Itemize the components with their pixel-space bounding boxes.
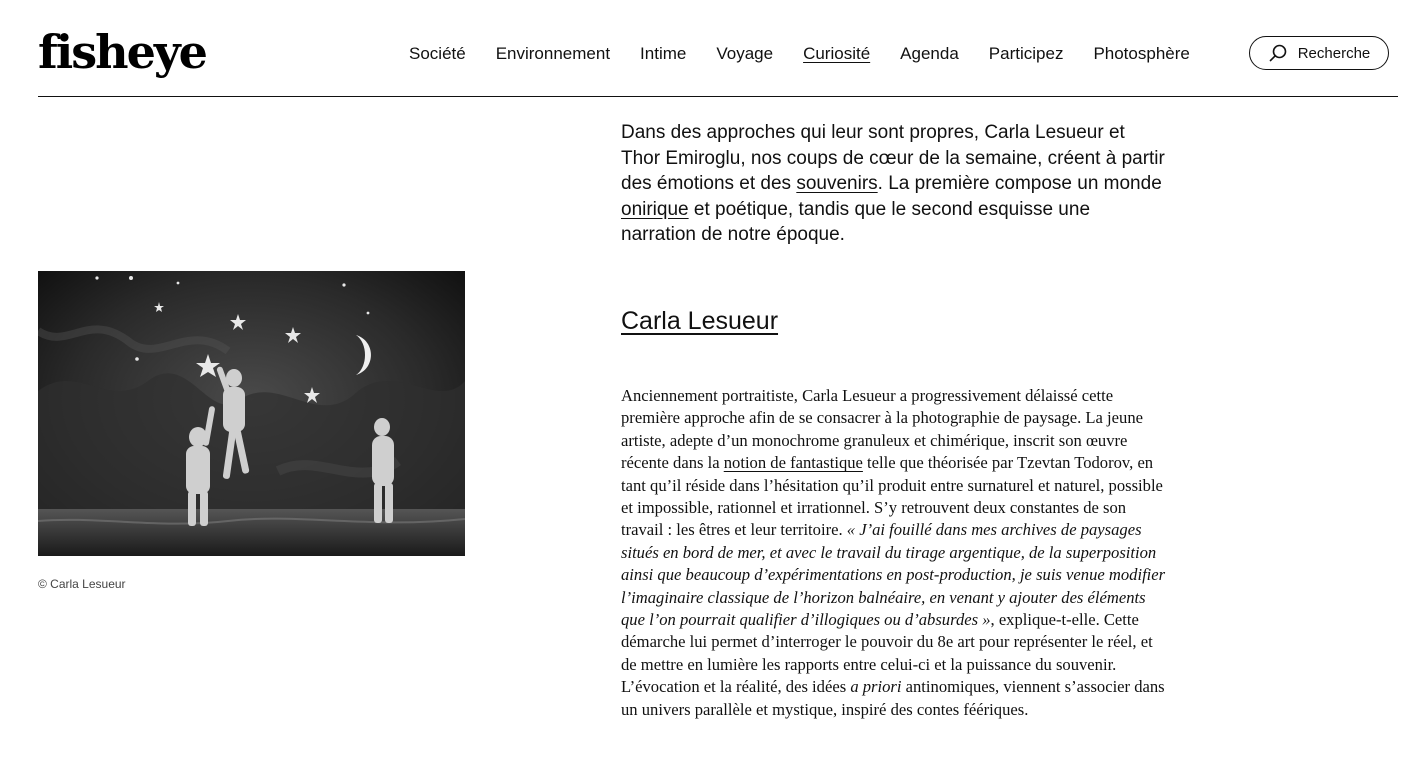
body-text-3: , explique-t-elle. Cette démarche lui permet d’interroger le pouvoir du 8e art pour représenter le réel, et de mettre en lumière les rapports entre celui-ci et la puissance du souvenir. L’évocation et la réalité, des idées (621, 610, 1153, 697)
article-photo (38, 271, 465, 556)
nav-item-societe[interactable]: Société (409, 44, 466, 63)
article-intro (621, 120, 1166, 248)
search-button[interactable] (1249, 36, 1389, 70)
site-logo[interactable]: fisheye (38, 25, 206, 79)
body-italic-apriori: a priori (850, 677, 902, 697)
link-souvenirs[interactable]: souvenirs (796, 173, 878, 194)
link-onirique[interactable]: onirique (621, 198, 689, 220)
nav-item-intime[interactable]: Intime (640, 44, 687, 63)
nav-item-agenda[interactable]: Agenda (900, 44, 959, 63)
search-icon (1268, 43, 1288, 63)
artist-quote: « J’ai fouillé dans mes archives de paysages situés en bord de mer, et avec le travail du tirage argentique, de la superposition ainsi que beaucoup d’expérimentations en post-production, je suis venue modifier l’imaginaire classique de l’horizon balnéaire, en venant y ajouter des éléments que l’on pourrait qualifier d’illogiques ou d’absurdes » (621, 520, 1166, 630)
search-label: Recherche (1297, 44, 1371, 62)
body-text-1: Anciennement portraitiste, Carla Lesueur a progressivement délaissé cette première approche afin de se consacrer à la photographie de paysage. La jeune artiste, adepte d’un monochrome granuleux et chimérique, inscrit son œuvre récente dans la (621, 386, 1143, 473)
nav-item-environnement[interactable]: Environnement (495, 44, 611, 63)
article-body (621, 385, 1169, 721)
nav-item-participez[interactable]: Participez (988, 44, 1064, 63)
link-notion-fantastique[interactable]: notion de fantastique (723, 453, 863, 473)
body-text-2: telle que théorisée par Tzevtan Todorov, en tant qu’il réside dans l’hésitation qu’il produit entre surnaturel et naturel, possible et impossible, rationnel et irrationnel. S’y retrouvent deux constantes de son travail : les êtres et leur territoire. (621, 453, 1163, 540)
intro-text-1: Dans des approches qui leur sont propres, Carla Lesueur et Thor Emiroglu, nos coups de cœur de la semaine, créent à partir des émotions et des (621, 122, 1165, 194)
nav-item-photosphere[interactable]: Photosphère (1093, 44, 1190, 63)
body-text-4: antinomiques, viennent s’associer dans un univers parallèle et mystique, inspiré des contes féériques. (621, 677, 1165, 719)
section-title-carla-lesueur[interactable]: Carla Lesueur (621, 307, 779, 335)
intro-text-2: . La première compose un monde (877, 173, 1162, 194)
nav-item-voyage[interactable]: Voyage (716, 44, 774, 63)
photo-caption: © Carla Lesueur (38, 577, 126, 591)
nav-item-curiosite[interactable]: Curiosité (803, 44, 871, 63)
intro-text-3: et poétique, tandis que le second esquisse une narration de notre époque. (621, 198, 1091, 245)
main-nav (409, 42, 1190, 66)
photo-illustration (38, 271, 465, 556)
site-header (38, 0, 1398, 97)
